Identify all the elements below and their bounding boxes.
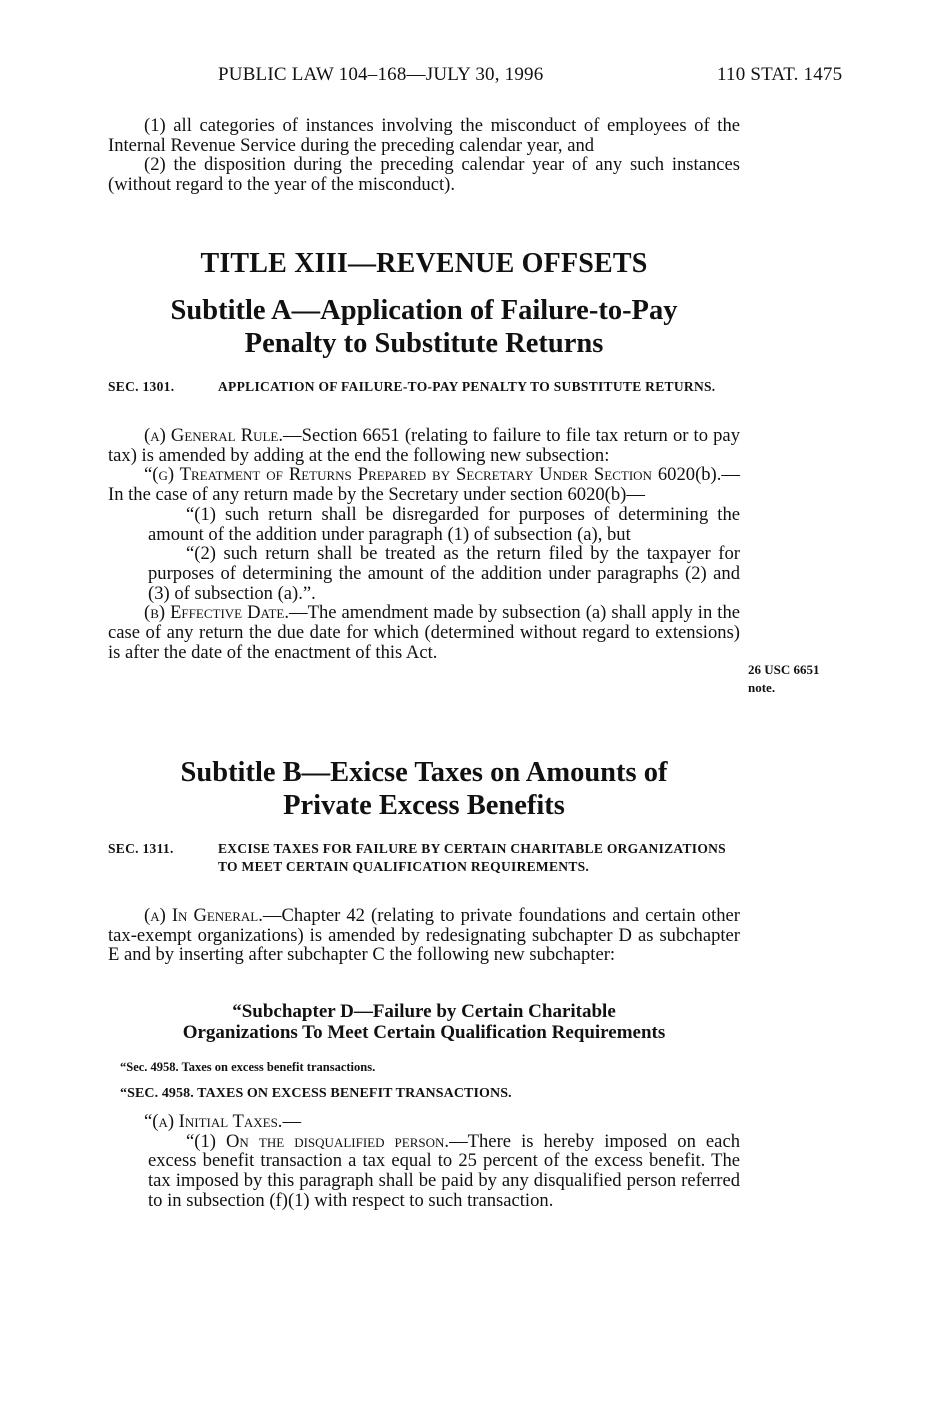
section-1301-heading [108,378,740,396]
subtitle-b-line1: Subtitle B—Exicse Taxes on Amounts of [180,757,668,788]
section-number: SEC. 1301. [108,379,175,394]
subtitle-a-line1: Subtitle A—Application of Failure-to-Pay [170,295,678,326]
section-1311-body [108,906,740,965]
margin-citation [748,661,820,697]
initial-taxes-label: “(a) Initial Taxes. [144,1111,283,1132]
subsection-a [108,906,740,965]
section-title: EXCISE TAXES FOR FAILURE BY CERTAIN CHARITABLE ORGANIZATIONS TO MEET CERTAIN QUALIFICATION REQUIREMENTS. [218,841,726,874]
margin-citation-line1: 26 USC 6651 [748,662,820,677]
subsection-a-label: (a) General Rule. [144,425,284,446]
subsection-a [108,426,740,465]
subsection-b-text: —The amendment made by subsection (a) shall apply in the case of any return the due date for which (determined without regard to extensions) is after the date of the enactment of this Act. [108,602,740,663]
section-title: APPLICATION OF FAILURE-TO-PAY PENALTY TO SUBSTITUTE RETURNS. [218,379,716,394]
section-number: SEC. 1311. [108,841,174,856]
subsection-g [108,465,740,504]
paragraph-1-disqualified-person [108,1132,740,1211]
section-4958-body [108,1112,740,1211]
subtitle-a-heading [108,294,740,360]
margin-citation-line2: note. [748,680,776,695]
subtitle-b-heading [108,756,740,822]
section-1311-heading [108,840,740,876]
running-header-left: PUBLIC LAW 104–168—JULY 30, 1996 [218,64,544,85]
disqualified-person-text: —There is hereby imposed on each excess benefit transaction a tax equal to 25 percent of the excess benefit. The tax imposed by this paragraph shall be paid by any disqualified person referred to in subsection (f)(1) with respect to such transaction. [148,1130,740,1211]
subsection-a-text: —Chapter 42 (relating to private foundations and certain other tax-exempt organizations) is amended by redesignating subchapter D as subchapter E and by inserting after subchapter C the following new subchapter: [108,905,740,966]
subchapter-line1: “Subchapter D—Failure by Certain Charitable [232,1001,616,1022]
subtitle-a-line2: Penalty to Substitute Returns [244,328,604,359]
disqualified-person-label: “(1) On the disqualified person. [186,1130,450,1152]
continuation-block [108,116,740,195]
subsection-a-text: —Section 6651 (relating to failure to file tax return or to pay tax) is amended by adding at the end the following new subsection: [108,425,740,466]
paragraph-2: (2) the disposition during the preceding calendar year of any such instances (without regard to the year of the misconduct). [108,154,740,196]
subtitle-b-line2: Private Excess Benefits [283,790,565,821]
subchapter-heading [108,1001,740,1043]
running-header-right: 110 STAT. 1475 [717,64,843,85]
subchapter-line2: Organizations To Meet Certain Qualification Requirements [182,1022,666,1043]
subsection-b-label: (b) Effective Date. [144,602,290,624]
paragraph-g2: “(2) such return shall be treated as the return filed by the taxpayer for purposes of determining the amount of the addition under paragraphs (2) and (3) of subsection (a).”. [148,543,740,604]
subsection-a-initial-taxes [108,1112,740,1132]
section-4958-heading: “SEC. 4958. TAXES ON EXCESS BENEFIT TRANSACTIONS. [120,1086,512,1101]
paragraph-1: (1) all categories of instances involving the misconduct of employees of the Internal Revenue Service during the preceding calendar year, and [108,115,740,156]
paragraph-g1: “(1) such return shall be disregarded for purposes of determining the amount of the addition under paragraph (1) of subsection (a), but [148,503,740,545]
title-heading: TITLE XIII—REVENUE OFFSETS [200,248,648,279]
table-of-sections-entry: “Sec. 4958. Taxes on excess benefit transactions. [120,1060,376,1074]
subsection-a-label: (a) In General. [144,905,263,926]
subsection-g-label: “(g) Treatment of Returns Prepared by Secretary Under Section [144,464,652,486]
subsection-g-text: 6020(b).—In the case of any return made by the Secretary under section 6020(b)— [108,464,740,506]
section-1301-body [108,426,740,662]
subsection-b [108,603,740,662]
initial-taxes-dash: — [282,1111,302,1132]
